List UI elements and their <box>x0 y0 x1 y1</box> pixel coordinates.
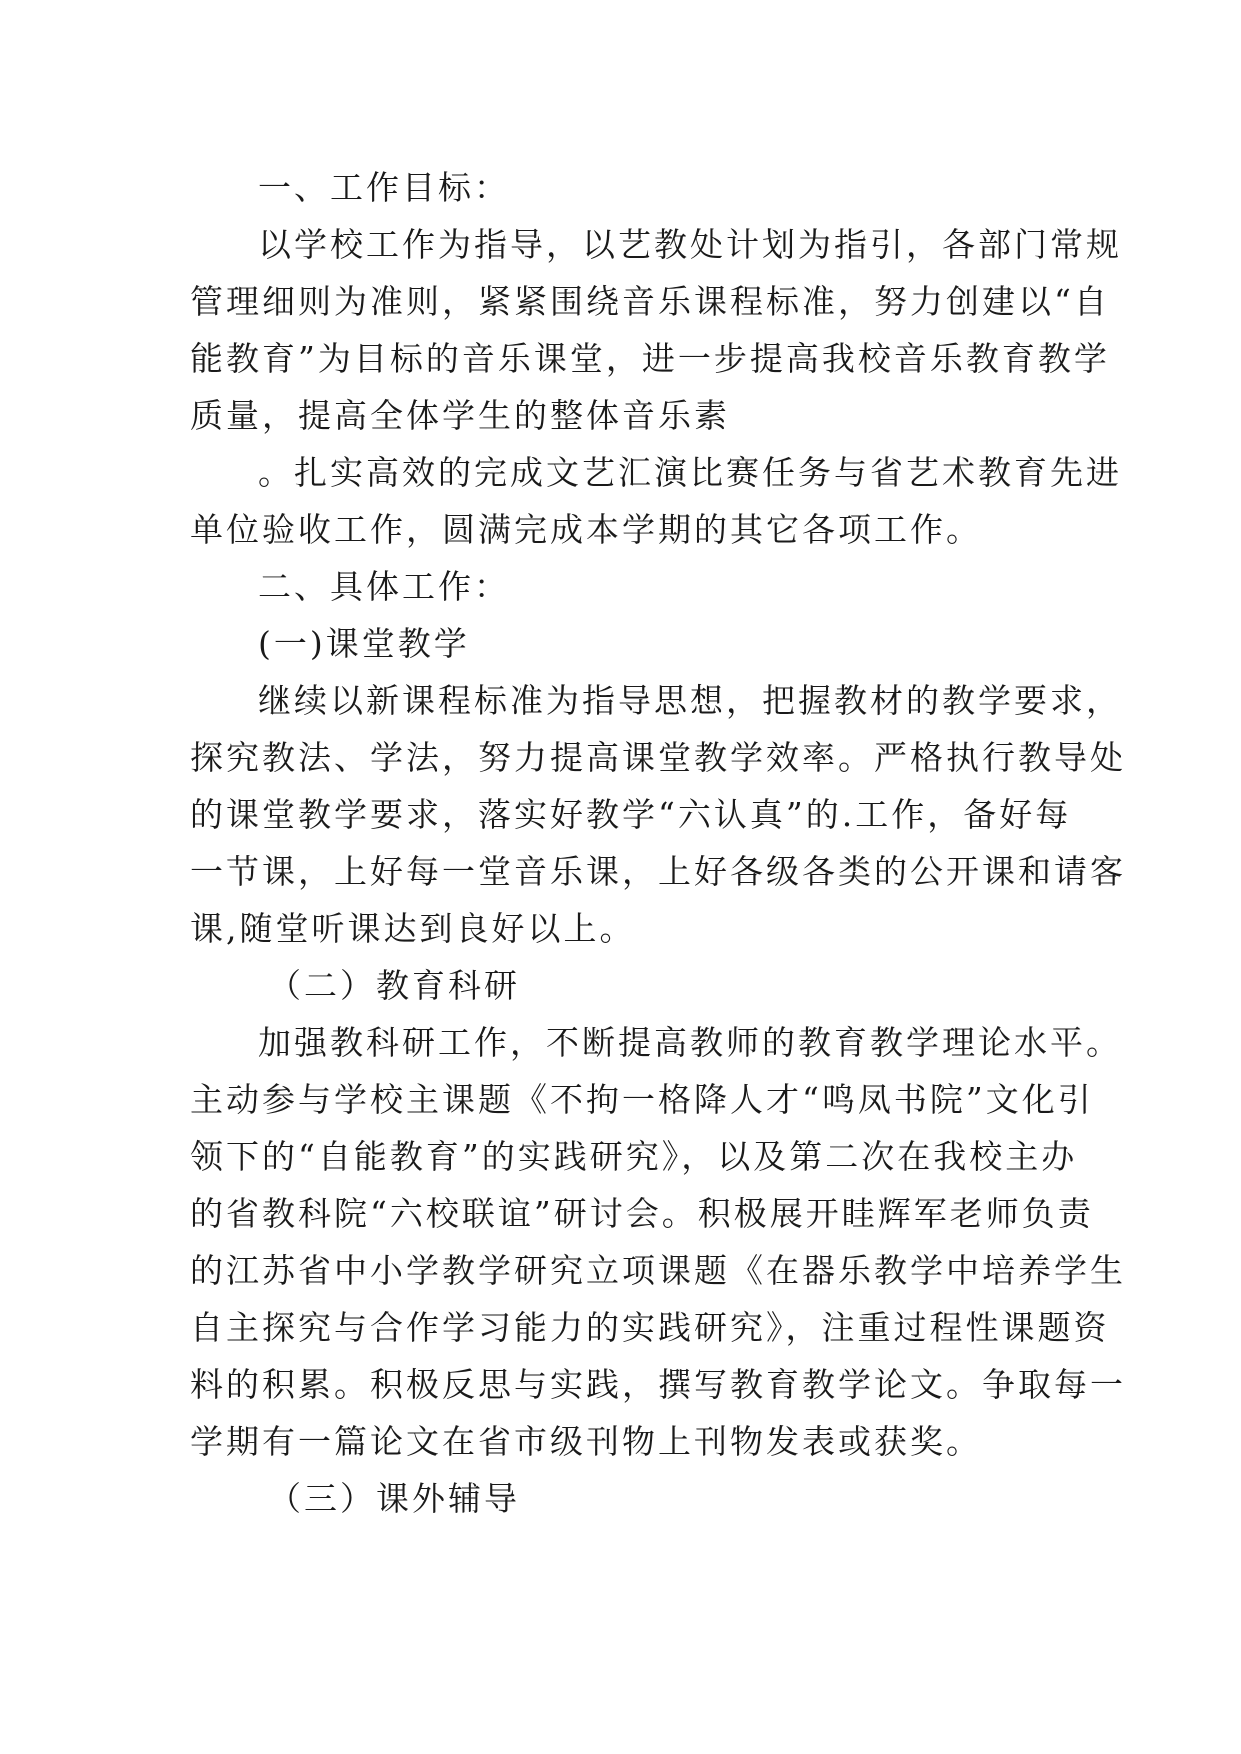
paragraph-line: 以学校工作为指导，以艺教处计划为指引，各部门常规 <box>258 225 1122 264</box>
paragraph-line: 领下的“自能教育”的实践研究》，以及第二次在我校主办 <box>190 1137 1078 1176</box>
paragraph-line: 加强教科研工作，不断提高教师的教育教学理论水平。 <box>258 1023 1122 1062</box>
subsection1-heading: (一)课堂教学 <box>258 624 470 663</box>
paragraph-line: 的江苏省中小学教学研究立项课题《在器乐教学中培养学生 <box>190 1251 1126 1290</box>
paragraph-line: 学期有一篇论文在省市级刊物上刊物发表或获奖。 <box>190 1422 982 1461</box>
paragraph-line: 主动参与学校主课题《不拘一格降人才“鸣凤书院”文化引 <box>190 1080 1094 1119</box>
paragraph-line: 自主探究与合作学习能力的实践研究》，注重过程性课题资 <box>190 1308 1110 1347</box>
paragraph-line: 料的积累。积极反思与实践，撰写教育教学论文。争取每一 <box>190 1365 1126 1404</box>
paragraph-line: 继续以新课程标准为指导思想，把握教材的教学要求， <box>258 681 1122 720</box>
paragraph-line: 。扎实高效的完成文艺汇演比赛任务与省艺术教育先进 <box>258 453 1122 492</box>
paragraph-line: 能教育”为目标的音乐课堂，进一步提高我校音乐教育教学 <box>190 339 1110 378</box>
paragraph-line: 的课堂教学要求，落实好教学“六认真”的.工作，备好每 <box>190 795 1072 834</box>
section2-heading: 二、具体工作： <box>258 567 510 606</box>
section1-heading: 一、工作目标： <box>258 168 510 207</box>
paragraph-line: 探究教法、学法，努力提高课堂教学效率。严格执行教导处 <box>190 738 1126 777</box>
paragraph-line: 管理细则为准则，紧紧围绕音乐课程标准，努力创建以“自 <box>190 282 1110 321</box>
paragraph-line: 质量，提高全体学生的整体音乐素 <box>190 396 730 435</box>
paragraph-line: 一节课，上好每一堂音乐课，上好各级各类的公开课和请客 <box>190 852 1126 891</box>
subsection3-heading: （三）课外辅导 <box>268 1479 520 1518</box>
paragraph-line: 的省教科院“六校联谊”研讨会。积极展开眭辉军老师负责 <box>190 1194 1094 1233</box>
subsection2-heading: （二）教育科研 <box>268 966 520 1005</box>
paragraph-line: 课,随堂听课达到良好以上。 <box>190 909 636 948</box>
paragraph-line: 单位验收工作，圆满完成本学期的其它各项工作。 <box>190 510 982 549</box>
